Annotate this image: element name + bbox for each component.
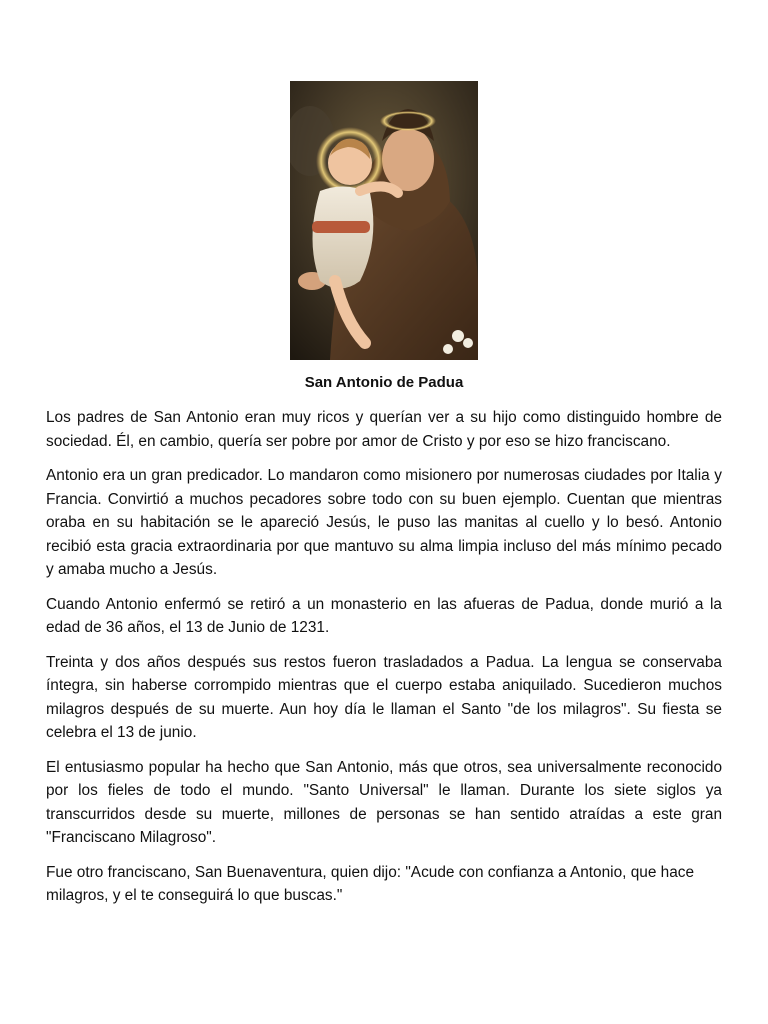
paragraph-quote: Fue otro franciscano, San Buenaventura, quien dijo: "Acude con confianza a Antonio, que hace milagros, y el te conseguirá lo que buscas." — [46, 863, 695, 904]
document-body — [46, 406, 722, 919]
portrait-illustration — [290, 81, 478, 360]
paragraph-popularity: El entusiasmo popular ha hecho que San Antonio, más que otros, sea universalmente reconocido por los fieles de todo el mundo. "Santo Universal" le llaman. Durante los siete siglos ya transcurridos desde su muerte, millones de personas se han sentido atraídas a este gran "Franciscano Milagroso". — [46, 758, 722, 846]
saint-anthony-portrait — [290, 81, 478, 360]
paragraph-parents: Los padres de San Antonio eran muy ricos y querían ver a su hijo como distinguido hombre de sociedad. Él, en cambio, quería ser pobre por amor de Cristo y por eso se hizo franciscano. — [46, 409, 722, 450]
paragraph-relics: Treinta y dos años después sus restos fueron trasladados a Padua. La lengua se conservaba íntegra, sin haberse corrompido mientras que el cuerpo estaba aniquilado. Sucedieron muchos milagros después de su muerte. Aun hoy día le llaman el Santo "de los milagros". Su fiesta se celebra el 13 de junio. — [46, 653, 722, 741]
document-title: San Antonio de Padua — [304, 374, 464, 391]
paragraph-death: Cuando Antonio enfermó se retiró a un monasterio en las afueras de Padua, donde murió a la edad de 36 años, el 13 de Junio de 1231. — [46, 595, 722, 636]
paragraph-preacher: Antonio era un gran predicador. Lo mandaron como misionero por numerosas ciudades por Italia y Francia. Convirtió a muchos pecadores sobre todo con su buen ejemplo. Cuentan que mientras oraba en su habitación se le apareció Jesús, le puso las manitas al cuello y lo besó. Antonio recibió esta gracia extraordinaria por que mantuvo su alma limpia incluso del más mínimo pecado y amaba mucho a Jesús. — [46, 467, 722, 578]
